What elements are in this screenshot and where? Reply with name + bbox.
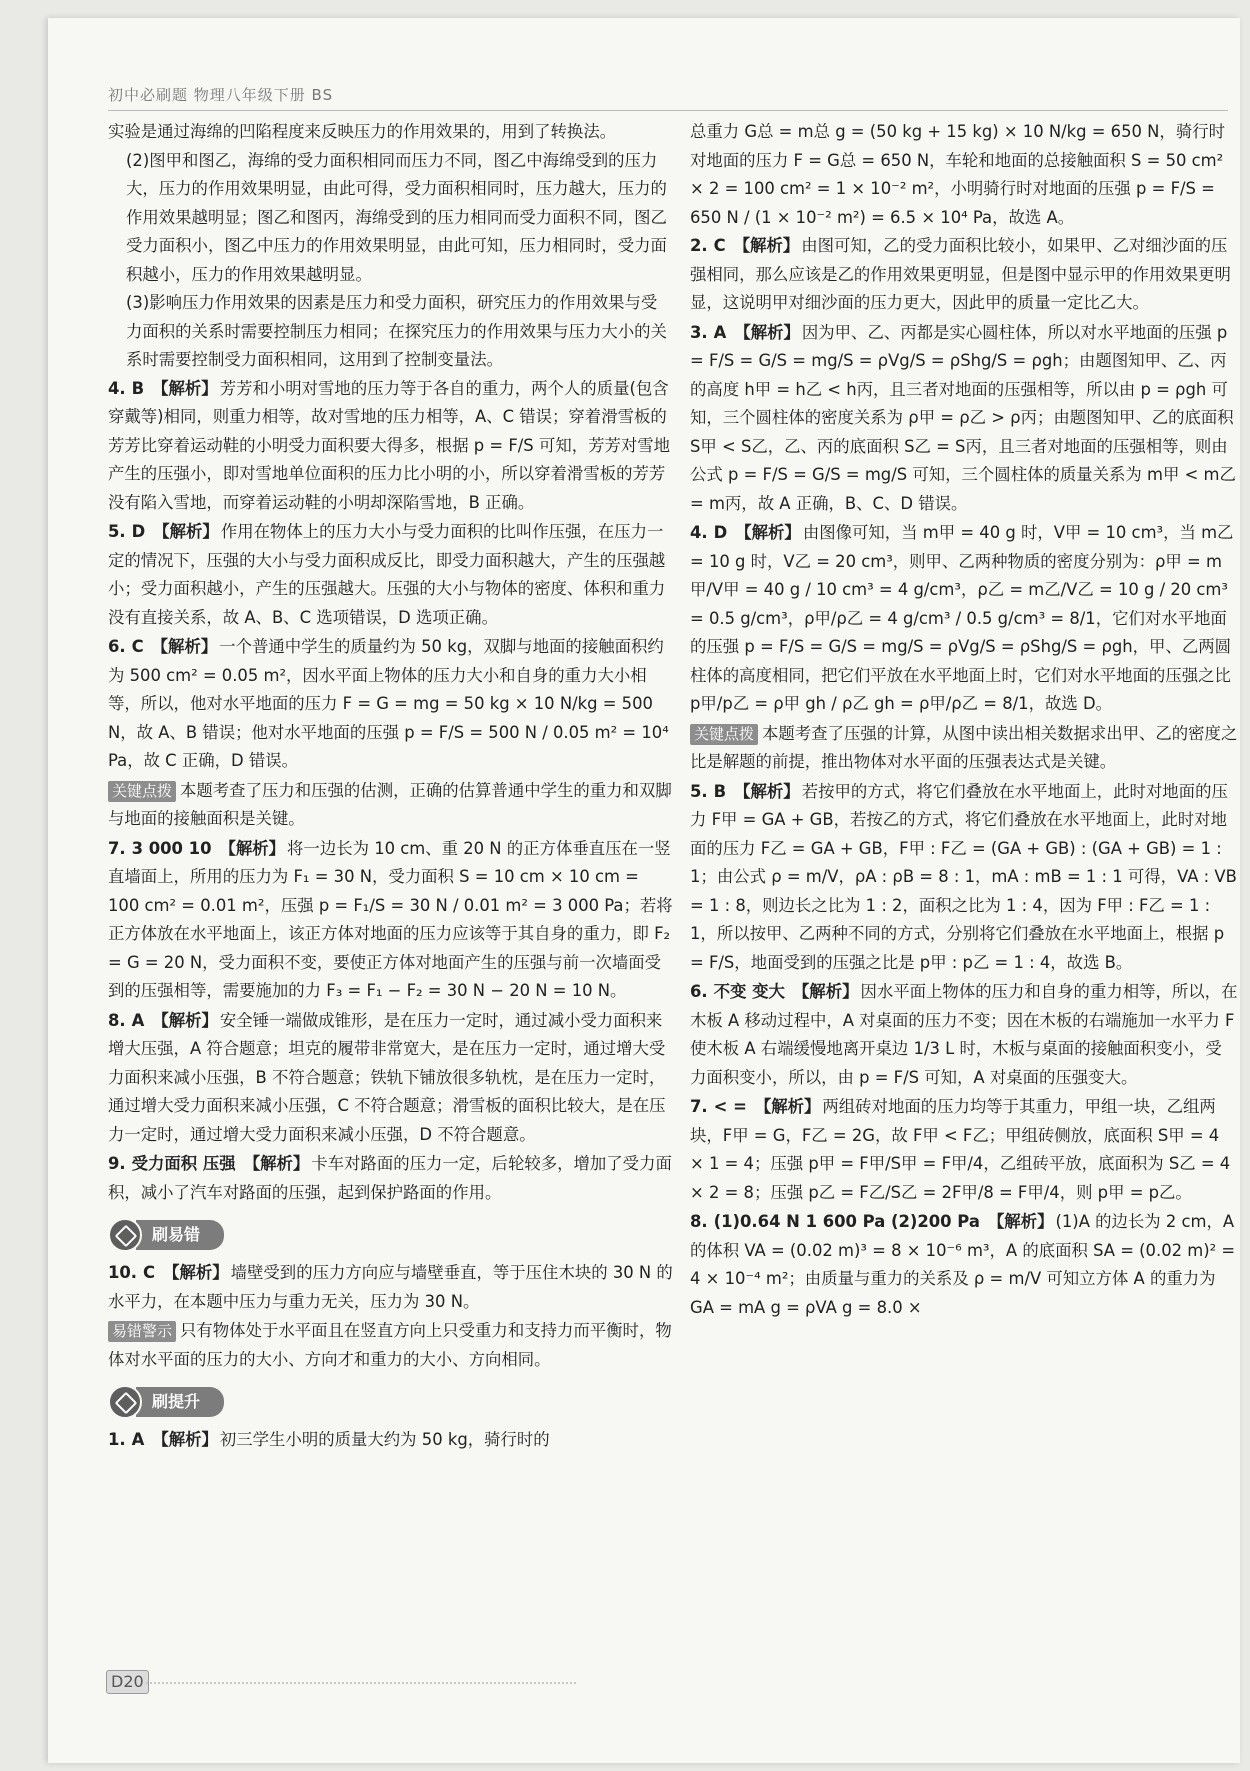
key-point-4	[690, 720, 1238, 777]
item-tag: 【解析】	[792, 982, 859, 1001]
item-answer: A	[131, 1430, 145, 1449]
item-tag: 【解析】	[243, 1154, 310, 1173]
item-answer: C	[143, 1263, 156, 1282]
right-column	[690, 118, 1238, 1323]
left-column	[108, 118, 673, 1456]
section-banner-improve	[108, 1384, 673, 1420]
item-number: 4.	[690, 523, 708, 542]
item-answer: B	[131, 378, 145, 398]
item-answer: 受力面积 压强	[131, 1154, 236, 1173]
answer-item-9	[108, 1150, 673, 1207]
answer-item-7	[108, 835, 673, 1006]
item-text: (1)A 的边长为 2 cm，A 的体积 VA = (0.02 m)³ = 8 × 10⁻⁶ m³，A 的底面积 SA = (0.02 m)² = 4 × 10⁻⁴ m²；由质量与重力的关系及 ρ = m/V 可知立方体 A 的重力为 GA = mA g = ρVA g = 8.0 ×	[690, 1212, 1236, 1317]
item-tag: 【解析】	[163, 1263, 229, 1282]
answer-item-6b	[690, 978, 1238, 1092]
key-point-badge: 关键点拨	[108, 781, 176, 802]
item-tag: 【解析】	[734, 781, 800, 801]
item-number: 5.	[690, 781, 708, 801]
warning-text: 只有物体处于水平面且在竖直方向上只受重力和支持力而平衡时，物体对水平面的压力的大小、方向才和重力的大小、方向相同。	[108, 1321, 672, 1369]
item-answer: B	[713, 781, 727, 801]
item-tag: 【解析】	[152, 378, 218, 398]
answer-item-5	[108, 518, 673, 632]
item-answer: A	[713, 322, 727, 342]
item-answer: < =	[713, 1097, 747, 1116]
answer-item-4b	[690, 519, 1238, 719]
section-label: 刷易错	[136, 1220, 224, 1250]
answer-item-6	[108, 633, 673, 776]
item-text: 安全锤一端做成锥形，是在压力一定时，通过减小受力面积来增大压强，A 符合题意；坦克的履带非常宽大，是在压力一定时，通过增大受力面积来减小压强，B 不符合题意；铁轨下铺放很多轨枕，是在压力一定时，通过增大受力面积来减小压强，C 不符合题意；滑雪板的面积比较大，是在压力一定时，通过增大受力面积来减小压强，D 不符合题意。	[108, 1010, 666, 1144]
item-text: 初三学生小明的质量大约为 50 kg，骑行时的	[219, 1430, 550, 1449]
brush-icon	[108, 1218, 142, 1252]
item-text: 作用在物体上的压力大小与受力面积的比叫作压强，在压力一定的情况下，压强的大小与受力面积成反比，即受力面积越大，产生的压强越小；受力面积越小，产生的压强越大。压强的大小与物体的密度、体积和重力没有直接关系，故 A、B、C 选项错误，D 选项正确。	[108, 522, 666, 627]
item-answer: D	[713, 523, 728, 542]
answer-item-5b	[690, 778, 1238, 978]
footer-dotted-rule	[146, 1682, 576, 1684]
item-tag: 【解析】	[152, 1430, 218, 1449]
item-tag: 【解析】	[754, 1097, 821, 1116]
item-answer: D	[131, 522, 146, 541]
item-text: 芳芳和小明对雪地的压力等于各自的重力，两个人的质量(包含穿戴等)相同，则重力相等，故对雪地的压力相等，A、C 错误；穿着滑雪板的芳芳比穿着运动鞋的小明受力面积要大得多，根据 p = F/S 可知，芳芳对雪地产生的压强小，即对雪地单位面积的压力比小明的小，所以穿着滑雪板的芳芳没有陷入雪地，而穿着运动鞋的小明却深陷雪地，B 正确。	[108, 378, 671, 512]
answer-item-8b	[690, 1208, 1238, 1322]
intro-para-2: (2)图甲和图乙，海绵的受力面积相同而压力不同，图乙中海绵受到的压力大，压力的作用效果明显，由此可得，受力面积相同时，压力越大，压力的作用效果越明显；图乙和图丙，海绵受到的压力相同而受力面积不同，图乙受力面积小，图乙中压力的作用效果明显，由此可知，压力相同时，受力面积越小，压力的作用效果越明显。	[126, 150, 667, 284]
answer-item-10	[108, 1259, 673, 1316]
item-tag: 【解析】	[152, 1010, 218, 1030]
item-number: 5.	[108, 522, 126, 541]
item-number: 4.	[108, 378, 126, 398]
item-text: 将一边长为 10 cm、重 20 N 的正方体垂直压在一竖直墙面上，所用的压力为 F₁ = 30 N，受力面积 S = 10 cm × 10 cm = 100 cm² = 0.01 m²，压强 p = F₁/S = 30 N / 0.01 m² = 3 000 Pa；若将正方体放在水平地面上，该正方体对地面的压力应该等于其自身的重力，即 F₂ = G = 20 N，受力面积不变，要使正方体对地面产生的压强与前一次墙面受到的压强相等，需要施加的力 F₃ = F₁ − F₂ = 30 N − 20 N = 10 N。	[108, 838, 673, 1000]
continued-item-1: 总重力 G总 = m总 g = (50 kg + 15 kg) × 10 N/kg = 650 N，骑行时对地面的压力 F = G总 = 650 N，车轮和地面的总接触面积 S = 50 cm² × 2 = 100 cm² = 1 × 10⁻² m²，小明骑行时对地面的压强 p = F/S = 650 N / (1 × 10⁻² m²) = 6.5 × 10⁴ Pa，故选 A。	[690, 122, 1225, 227]
item-number: 3.	[690, 322, 708, 342]
item-tag: 【解析】	[153, 522, 219, 541]
answer-item-8	[108, 1007, 673, 1150]
item-text: 一个普通中学生的质量约为 50 kg，双脚与地面的接触面积约为 500 cm² = 0.05 m²，因水平面上物体的压力大小和自身的重力大小相等，所以，他对水平地面的压力 F = G = mg = 50 kg × 10 N/kg = 500 N，故 A、B 错误；他对水平地面的压强 p = F/S = 500 N / 0.05 m² = 10⁴ Pa，故 C 正确，D 错误。	[108, 637, 669, 770]
item-answer: 不变 变大	[713, 982, 785, 1001]
warning-10	[108, 1317, 673, 1374]
item-text: 由图可知，乙的受力面积比较小，如果甲、乙对细沙面的压强相同，那么应该是乙的作用效果更明显，但是图中显示甲的作用效果更明显，这说明甲对细沙面的压力更大，因此甲的质量一定比乙大。	[690, 236, 1231, 312]
item-text: 因水平面上物体的压力和自身的重力相等，所以，在木板 A 移动过程中，A 对桌面的压力不变；因在木板的右端施加一水平力 F 使木板 A 右端缓慢地离开桌边 1/3 L 时，木板与桌面的接触面积变小，受力面积变小，所以，由 p = F/S 可知，A 对桌面的压强变大。	[690, 982, 1238, 1087]
item-tag: 【解析】	[733, 236, 800, 255]
item-number: 7.	[108, 838, 126, 858]
item-text: 由图像可知，当 m甲 = 40 g 时，V甲 = 10 cm³，当 m乙 = 10 g 时，V乙 = 20 cm³，则甲、乙两种物质的密度分别为：ρ甲 = m甲/V甲 = 40 g / 10 cm³ = 4 g/cm³，ρ乙 = m乙/V乙 = 10 g / 20 cm³ = 0.5 g/cm³，ρ甲/ρ乙 = 4 g/cm³ / 0.5 g/cm³ = 8/1，它们对水平地面的压强 p = F/S = G/S = mg/S = ρVg/S = ρShg/S = ρgh，甲、乙两圆柱体的高度相同，把它们平放在水平地面上时，它们对水平地面的压强之比 p甲/p乙 = ρ甲 gh / ρ乙 gh = ρ甲/ρ乙 = 8/1，故选 D。	[690, 523, 1234, 713]
item-tag: 【解析】	[219, 838, 286, 858]
answer-item-2	[690, 232, 1238, 318]
item-tag: 【解析】	[735, 523, 801, 542]
item-number: 6.	[690, 982, 708, 1001]
item-number: 8.	[690, 1212, 708, 1231]
item-number: 9.	[108, 1154, 126, 1173]
item-text: 若按甲的方式，将它们叠放在水平地面上，此时对地面的压力 F甲 = GA + GB，若按乙的方式，将它们叠放在水平地面上，此时对地面的压力 F乙 = GA + GB，F甲 : F乙 = (GA + GB) : (GA + GB) = 1 : 1；由公式 ρ = m/V，ρA : ρB = 8 : 1，mA : mB = 1 : 1 可得，VA : VB = 1 : 8，则边长之比为 1 : 2，面积之比为 1 : 4，因为 F甲 : F乙 = 1 : 1，所以按甲、乙两种不同的方式，分别将它们叠放在水平地面上，根据 p = F/S，地面受到的压强之比是 p甲 : p乙 = 1 : 4，故选 B。	[690, 781, 1237, 972]
item-number: 10.	[108, 1263, 138, 1282]
item-number: 6.	[108, 637, 126, 656]
brush-icon	[108, 1385, 142, 1419]
item-tag: 【解析】	[734, 322, 800, 342]
item-text: 墙壁受到的压力方向应与墙壁垂直，等于压住木块的 30 N 的水平力，在本题中压力与重力无关，压力为 30 N。	[108, 1263, 673, 1311]
item-answer: (1)0.64 N 1 600 Pa (2)200 Pa	[713, 1212, 980, 1231]
key-point-6	[108, 777, 673, 834]
item-number: 1.	[108, 1430, 126, 1449]
item-tag: 【解析】	[151, 637, 218, 656]
item-text: 因为甲、乙、丙都是实心圆柱体，所以对水平地面的压强 p = F/S = G/S = mg/S = ρVg/S = ρShg/S = ρgh；由题图知甲、乙、丙的高度 h甲 = h乙 < h丙，且三者对地面的压强相等，所以由 p = ρgh 可知，三个圆柱体的密度关系为 ρ甲 = ρ乙 > ρ丙；由题图知甲、乙的底面积 S甲 < S乙，乙、丙的底面积 S乙 = S丙，且三者对地面的压强相等，则由公式 p = F/S = G/S = mg/S 可知，三个圆柱体的质量关系为 m甲 < m乙 = m丙，故 A 正确，B、C、D 错误。	[690, 322, 1236, 513]
answer-item-7b	[690, 1093, 1238, 1207]
page-sheet	[48, 18, 1240, 1763]
item-text: 卡车对路面的压力一定，后轮较多，增加了受力面积，减小了汽车对路面的压强，起到保护路面的作用。	[108, 1154, 672, 1202]
running-header: 初中必刷题 物理八年级下册 BS	[108, 86, 334, 104]
section-label: 刷提升	[136, 1387, 224, 1417]
item-tag: 【解析】	[987, 1212, 1054, 1231]
answer-item-1	[108, 1426, 673, 1455]
answer-item-4	[108, 375, 673, 518]
answer-item-3	[690, 319, 1238, 519]
section-banner-easy-wrong	[108, 1217, 673, 1253]
key-point-badge: 关键点拨	[690, 724, 758, 745]
item-answer: A	[131, 1010, 145, 1030]
key-point-text: 本题考查了压力和压强的估测，正确的估算普通中学生的重力和双脚与地面的接触面积是关键。	[108, 780, 672, 828]
key-point-text: 本题考查了压强的计算，从图中读出相关数据求出甲、乙的密度之比是解题的前提，推出物体对水平面的压强表达式是关键。	[690, 723, 1238, 771]
item-answer: C	[713, 236, 726, 255]
item-answer: C	[131, 637, 144, 656]
header-rule	[108, 110, 1228, 111]
item-answer: 3 000 10	[131, 838, 212, 858]
warning-badge: 易错警示	[108, 1321, 176, 1342]
item-number: 8.	[108, 1010, 126, 1030]
intro-para-1: 实验是通过海绵的凹陷程度来反映压力的作用效果的，用到了转换法。	[108, 122, 617, 141]
intro-para-3: (3)影响压力作用效果的因素是压力和受力面积，研究压力的作用效果与受力面积的关系时需要控制压力相同；在探究压力的作用效果与压力大小的关系时需要控制受力面积相同，这用到了控制变量法。	[126, 293, 667, 369]
page-number: D20	[106, 1670, 149, 1694]
item-number: 7.	[690, 1097, 708, 1116]
item-number: 2.	[690, 236, 708, 255]
item-text: 两组砖对地面的压力均等于其重力，甲组一块，乙组两块，F甲 = G，F乙 = 2G，故 F甲 < F乙；甲组砖侧放，底面积 S甲 = 4 × 1 = 4；压强 p甲 = F甲/S甲 = F甲/4，乙组砖平放，底面积为 S乙 = 4 × 2 = 8；压强 p乙 = F乙/S乙 = 2F甲/8 = F甲/4，则 p甲 = p乙。	[690, 1097, 1231, 1202]
